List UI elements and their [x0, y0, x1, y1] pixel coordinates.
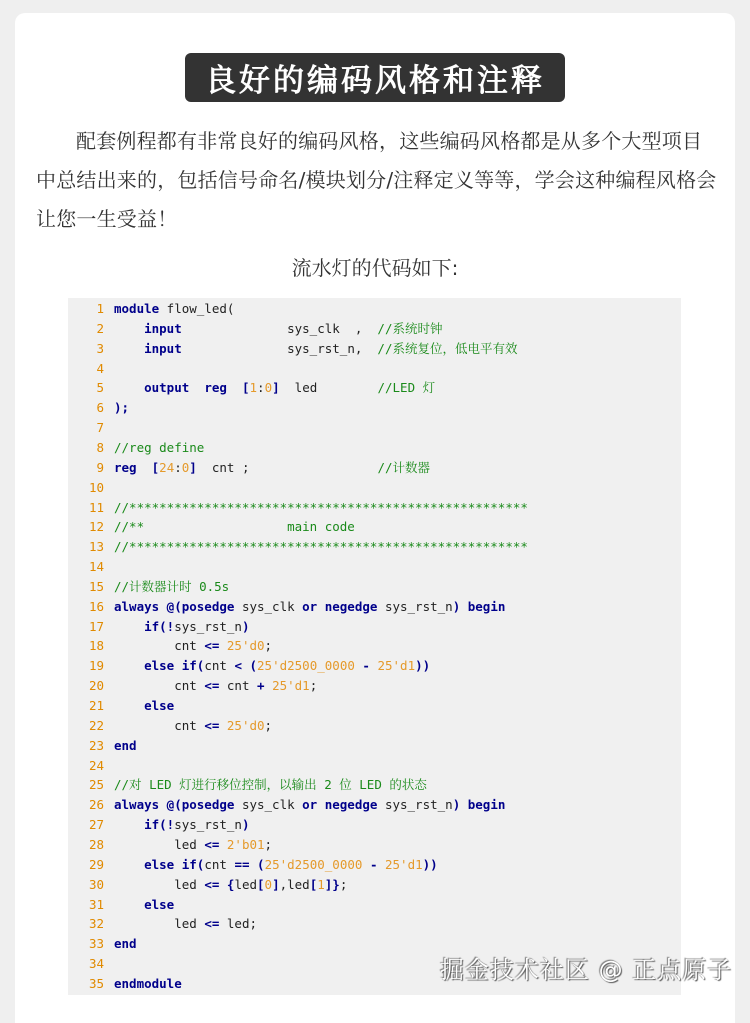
- line-number: 13: [88, 539, 104, 555]
- code-text: //对 LED 灯进行移位控制，以输出 2 位 LED 的状态: [114, 777, 427, 793]
- code-line: [68, 498, 528, 518]
- code-text: module flow_led(: [114, 301, 235, 316]
- watermark: 掘金技术社区 @ 正点原子: [440, 956, 733, 984]
- code-text: else if(cnt == (25'd2500_0000 - 25'd1)): [144, 856, 438, 872]
- line-number: 26: [88, 797, 104, 813]
- code-line: [68, 914, 257, 934]
- line-number: 19: [88, 658, 104, 674]
- code-caption: 流水灯的代码如下:: [291, 256, 459, 280]
- line-number: 6: [96, 400, 104, 416]
- code-text: output reg [1:0] led //LED 灯: [144, 380, 436, 396]
- code-line: [68, 418, 114, 438]
- code-block: [68, 298, 681, 995]
- line-number: 11: [88, 499, 104, 515]
- line-number: 4: [96, 360, 104, 376]
- line-number: 7: [96, 420, 104, 436]
- code-line: [68, 954, 114, 974]
- line-number: 31: [88, 896, 104, 912]
- code-line: [68, 815, 249, 835]
- code-text: cnt <= cnt + 25'd1;: [114, 678, 318, 694]
- line-number: 30: [88, 876, 104, 892]
- code-line: [68, 557, 114, 577]
- code-text: end: [114, 936, 137, 952]
- code-line: [68, 339, 517, 359]
- code-line: [68, 934, 137, 954]
- code-text: input sys_clk , //系统时钟: [144, 320, 443, 336]
- code-line: [68, 378, 435, 398]
- code-line: [68, 577, 229, 597]
- line-number: 35: [88, 975, 104, 991]
- code-text: cnt <= 25'd0;: [114, 638, 273, 654]
- code-text: //计数器计时 0.5s: [114, 578, 230, 594]
- code-text: reg [24:0] cnt ; //计数器: [114, 459, 431, 475]
- line-number: 9: [96, 459, 104, 475]
- code-text: else: [144, 896, 175, 912]
- line-number: 24: [88, 757, 104, 773]
- code-line: [68, 597, 505, 617]
- code-text: cnt <= 25'd0;: [114, 717, 273, 733]
- code-line: [68, 895, 174, 915]
- code-text: always @(posedge sys_clk or negedge sys_rst_n) begin: [114, 598, 506, 614]
- code-text: //** main code: [114, 519, 355, 535]
- code-line: [68, 716, 272, 736]
- line-number: 21: [88, 698, 104, 713]
- line-number: 25: [88, 777, 104, 793]
- code-line: [68, 676, 317, 696]
- code-line: [68, 835, 272, 855]
- code-line: [68, 537, 528, 557]
- line-number: 10: [88, 479, 104, 495]
- line-number: 22: [88, 717, 104, 733]
- code-text: endmodule: [114, 975, 182, 991]
- code-line: [68, 736, 137, 756]
- code-line: [68, 478, 114, 498]
- code-text: if(!sys_rst_n): [144, 817, 250, 833]
- line-number: 23: [88, 737, 104, 753]
- intro-paragraph: 配套例程都有非常良好的编码风格，这些编码风格都是从多个大型项目中总结出来的，包括信号命名/模块划分/注释定义等等，学会这种编程风格会让您一生受益！: [36, 129, 717, 231]
- code-line: [68, 875, 347, 895]
- code-text: );: [114, 400, 130, 416]
- line-number: 14: [88, 559, 104, 575]
- code-line: [68, 656, 430, 676]
- code-line: [68, 636, 272, 656]
- line-number: 33: [88, 936, 104, 952]
- line-number: 12: [88, 519, 104, 535]
- line-number: 32: [88, 916, 104, 932]
- line-number: 20: [88, 678, 104, 694]
- code-line: [68, 855, 438, 875]
- code-line: [68, 617, 249, 637]
- code-line: [68, 438, 204, 458]
- code-line: [68, 359, 114, 379]
- code-text: end: [114, 737, 137, 753]
- line-number: 3: [96, 340, 104, 356]
- code-text: //reg define: [114, 439, 205, 455]
- line-number: 17: [88, 618, 104, 634]
- code-text: if(!sys_rst_n): [144, 618, 250, 634]
- code-line: [68, 696, 174, 716]
- code-text: //*****************************************************: [114, 539, 528, 555]
- line-number: 1: [96, 301, 104, 316]
- line-number: 27: [88, 817, 104, 833]
- section-title: 良好的编码风格和注释: [185, 53, 565, 102]
- code-text: led <= {led[0],led[1]};: [114, 876, 348, 892]
- code-text: led <= led;: [114, 916, 258, 932]
- code-line: [68, 517, 355, 537]
- line-number: 2: [96, 320, 104, 336]
- code-text: always @(posedge sys_clk or negedge sys_rst_n) begin: [114, 797, 506, 813]
- code-line: [68, 974, 182, 994]
- code-line: [68, 795, 505, 815]
- line-number: 18: [88, 638, 104, 654]
- line-number: 16: [88, 598, 104, 614]
- code-line: [68, 299, 234, 319]
- line-number: 5: [96, 380, 104, 396]
- code-text: else if(cnt < (25'd2500_0000 - 25'd1)): [144, 658, 431, 674]
- code-line: [68, 756, 114, 776]
- code-line: [68, 319, 442, 339]
- code-line: [68, 458, 430, 478]
- line-number: 29: [88, 856, 104, 872]
- code-text: else: [144, 698, 175, 713]
- code-text: led <= 2'b01;: [114, 836, 273, 852]
- line-number: 8: [96, 439, 104, 455]
- code-line: [68, 775, 427, 795]
- code-text: input sys_rst_n, //系统复位，低电平有效: [144, 340, 518, 356]
- line-number: 28: [88, 836, 104, 852]
- code-text: //*****************************************************: [114, 499, 528, 515]
- line-number: 34: [88, 956, 104, 972]
- line-number: 15: [88, 578, 104, 594]
- code-line: [68, 398, 129, 418]
